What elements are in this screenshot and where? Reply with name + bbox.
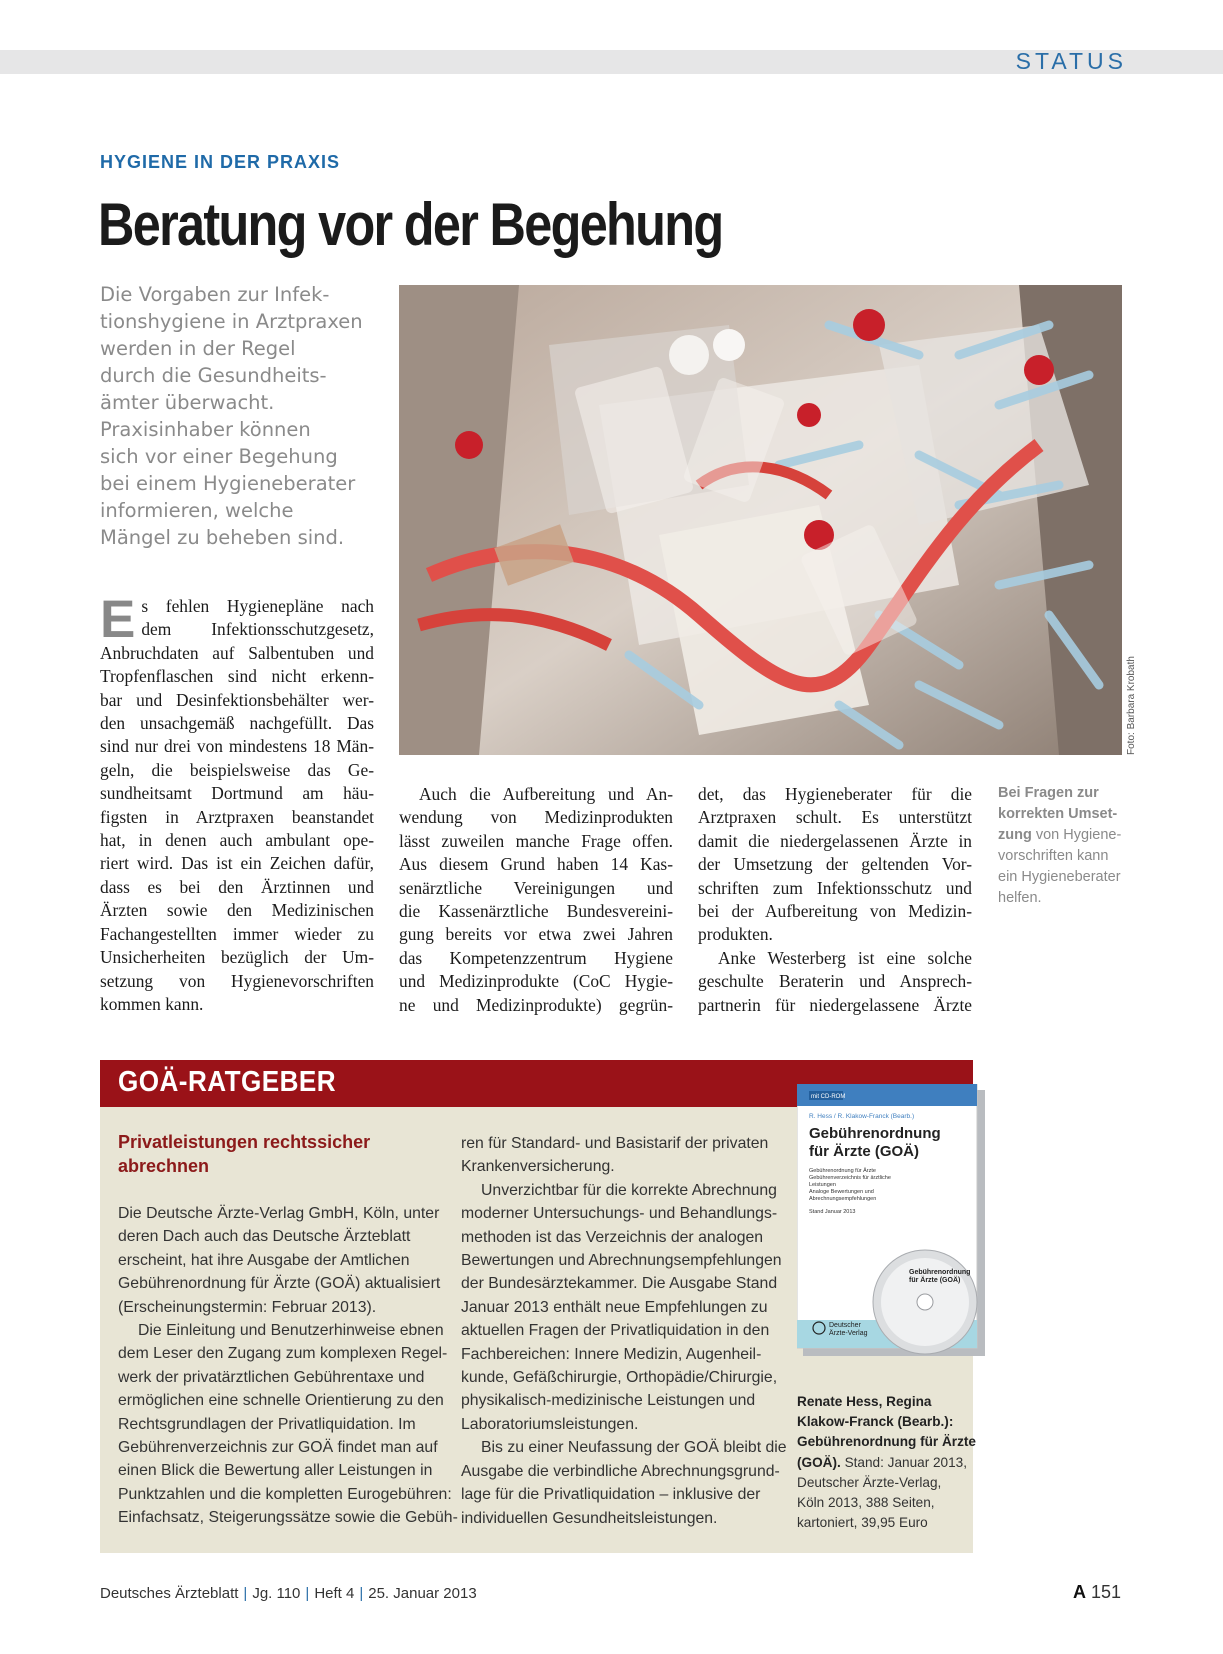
body-line: die Kassenärztliche Bundesvereini- bbox=[399, 901, 673, 922]
lead-line: durch die Gesundheits- bbox=[100, 364, 327, 387]
journal-name: Deutsches Ärzteblatt bbox=[100, 1585, 239, 1602]
article-photo bbox=[399, 285, 1122, 755]
body-line: Auch die Aufbereitung und An- bbox=[419, 784, 673, 804]
book-badge: mit CD-ROM bbox=[811, 1094, 846, 1100]
body-line: bar und Desinfektionsbehälter wer- bbox=[100, 689, 374, 710]
body-line: dem Infektionsschutzgesetz, bbox=[141, 619, 374, 640]
article-column-3 bbox=[698, 783, 972, 1017]
body-line: dass es bei den Ärztinnen und bbox=[100, 876, 374, 897]
book-caption-bold: Gebührenordnung für Ärzte bbox=[797, 1434, 976, 1450]
lead-line: sich vor einer Begehung bbox=[100, 445, 338, 468]
ratgeber-subtitle bbox=[118, 1130, 408, 1178]
book-publisher-line: Deutscher bbox=[829, 1322, 861, 1329]
book-caption-bold: (GOÄ). bbox=[797, 1454, 841, 1470]
box-line: Gebührenverzeichnis zur GOÄ findet man auf bbox=[118, 1439, 438, 1457]
box-line: Gebührenordnung für Ärzte (GOÄ) aktualisiert bbox=[118, 1275, 441, 1293]
body-line: sundheitsamt Dortmund am häu- bbox=[100, 783, 374, 804]
box-line: deren Dach auch das Deutsche Ärzteblatt bbox=[118, 1228, 411, 1246]
ratgeber-column-2 bbox=[461, 1132, 787, 1530]
book-caption-bold: Klakow-Franck (Bearb.): bbox=[797, 1414, 954, 1430]
photo-credit: Foto: Barbara Krobath bbox=[1126, 656, 1137, 755]
cd-title-line: Gebührenordnung bbox=[909, 1269, 971, 1276]
page-number-value: 151 bbox=[1090, 1582, 1121, 1602]
book-desc-line: Leistungen bbox=[809, 1182, 836, 1188]
body-line: den unsachgemäß nachgefüllt. Das bbox=[100, 713, 374, 734]
body-line: der Umsetzung der geltenden Vor- bbox=[698, 854, 972, 875]
lead-line: bei einem Hygieneberater bbox=[100, 472, 356, 495]
body-line: hat, in denen auch ambulant ope- bbox=[100, 830, 374, 851]
box-line: individuellen Gesundheitsleistungen. bbox=[461, 1509, 718, 1527]
box-line: moderner Untersuchungs- und Behandlungs- bbox=[461, 1205, 778, 1223]
body-line: Ärzten sowie den Medizinischen bbox=[100, 900, 374, 921]
box-line: erscheint, hat ihre Ausgabe der Amtlichen bbox=[118, 1251, 410, 1269]
page-footer bbox=[100, 1585, 477, 1602]
lead-line: Die Vorgaben zur Infek- bbox=[100, 283, 330, 306]
body-line: senärztliche Vereinigungen und bbox=[399, 877, 673, 898]
cd-title-line: für Ärzte (GOÄ) bbox=[909, 1277, 961, 1284]
subtitle-line: abrechnen bbox=[118, 1156, 210, 1176]
ratgeber-title: GOÄ-RATGEBER bbox=[118, 1066, 337, 1098]
page-number bbox=[1073, 1582, 1121, 1603]
book-title-line: für Ärzte (GOÄ) bbox=[809, 1143, 919, 1160]
book-caption-text: Deutscher Ärzte-Verlag, bbox=[797, 1474, 942, 1490]
book-desc-line: Gebührenordnung für Ärzte bbox=[809, 1168, 876, 1174]
box-line: Januar 2013 enthält neue Empfehlungen zu bbox=[461, 1298, 768, 1316]
box-line: Punktzahlen und die kompletten Eurogebühren: bbox=[118, 1485, 452, 1503]
drop-cap: E bbox=[100, 590, 136, 649]
medical-waste-photo bbox=[399, 285, 1122, 755]
body-line: Arztpraxen schult. Es unterstützt bbox=[698, 807, 972, 828]
box-line: Bis zu einer Neufassung der GOÄ bleibt die bbox=[481, 1439, 787, 1457]
body-line: det, das Hygieneberater für die bbox=[698, 784, 972, 804]
box-line: aktuellen Fragen der Privatliquidation in den bbox=[461, 1322, 770, 1340]
box-line: lage für die Privatliquidation – inklusive der bbox=[461, 1486, 761, 1504]
body-line: produkten. bbox=[698, 924, 773, 945]
body-line: Fachangestellten immer wieder zu bbox=[100, 923, 374, 944]
book-desc-line: Analoge Bewertungen und bbox=[809, 1189, 874, 1195]
box-line: kunde, Gefäßchirurgie, Orthopädie/Chirurgie, bbox=[461, 1369, 778, 1387]
body-line: geschulte Beraterin und Ansprech- bbox=[698, 971, 972, 992]
caption-bold: korrekten Umset- bbox=[998, 806, 1118, 822]
box-line: werk der privatärztlichen Gebührentaxe und bbox=[118, 1368, 425, 1386]
issue-date: 25. Januar 2013 bbox=[368, 1585, 477, 1602]
body-line: das Kompetenzzentrum Hygiene bbox=[399, 947, 673, 968]
issue: Heft 4 bbox=[314, 1585, 355, 1602]
box-line: Die Deutsche Ärzte-Verlag GmbH, Köln, unter bbox=[118, 1205, 440, 1222]
box-line: der Bundesärztekammer. Die Ausgabe Stand bbox=[461, 1275, 778, 1293]
box-line: physikalisch-medizinische Leistungen und bbox=[461, 1392, 756, 1410]
body-line: kommen kann. bbox=[100, 993, 204, 1014]
article-lead bbox=[100, 281, 385, 551]
box-line: ren für Standard- und Basistarif der privaten bbox=[461, 1135, 769, 1152]
book-cover bbox=[797, 1084, 985, 1356]
box-line: Rechtsgrundlagen der Privatliquidation. Im bbox=[118, 1415, 416, 1433]
body-line: setzung von Hygienevorschriften bbox=[100, 970, 374, 991]
caption-text: ein Hygieneberater bbox=[998, 869, 1121, 885]
body-line: und Medizinprodukte (CoC Hygie- bbox=[399, 971, 673, 992]
body-line: sind nur drei von mindestens 18 Män- bbox=[100, 736, 374, 757]
separator: | bbox=[359, 1585, 364, 1602]
lead-line: ämter überwacht. bbox=[100, 391, 275, 414]
book-caption-text: Köln 2013, 388 Seiten, bbox=[797, 1495, 935, 1511]
box-line: Die Einleitung und Benutzerhinweise ebnen bbox=[138, 1322, 444, 1340]
body-line: wendung von Medizinprodukten bbox=[399, 807, 673, 828]
body-line: bei der Aufbereitung von Medizin- bbox=[698, 901, 972, 922]
book-cover-image bbox=[797, 1084, 985, 1356]
box-line: Bewertungen und Abrechnungsempfehlungen bbox=[461, 1252, 782, 1270]
box-line: einen Blick die Bewertung aller Leistungen in bbox=[118, 1462, 433, 1480]
book-desc-line: Abrechnungsempfehlungen bbox=[809, 1196, 877, 1202]
volume: Jg. 110 bbox=[252, 1585, 301, 1602]
box-line: methoden ist das Verzeichnis der analogen bbox=[461, 1228, 764, 1246]
body-line: damit die niedergelassenen Ärzte in bbox=[698, 830, 972, 851]
caption-text: vorschriften kann bbox=[998, 848, 1109, 864]
body-line: Unsicherheiten bezüglich der Um- bbox=[100, 947, 374, 968]
article-column-2 bbox=[399, 783, 673, 1017]
separator: | bbox=[243, 1585, 248, 1602]
lead-line: Mängel zu beheben sind. bbox=[100, 526, 345, 549]
body-line: riert wird. Das ist ein Zeichen dafür, bbox=[100, 853, 374, 874]
box-line: dem Leser den Zugang zum komplexen Regel- bbox=[118, 1345, 448, 1363]
book-publisher-line: Ärzte-Verlag bbox=[829, 1330, 868, 1337]
box-line: Fachbereichen: Innere Medizin, Augenheil- bbox=[461, 1345, 762, 1363]
box-line: ermöglichen eine schnelle Orientierung zu den bbox=[118, 1392, 444, 1410]
lead-line: Praxisinhaber können bbox=[100, 418, 311, 441]
caption-text: von Hygiene- bbox=[1031, 827, 1122, 843]
box-line: Krankenversicherung. bbox=[461, 1158, 615, 1176]
book-authors: R. Hess / R. Klakow-Franck (Bearb.) bbox=[809, 1113, 915, 1120]
body-line: s fehlen Hygienepläne nach bbox=[141, 596, 374, 616]
body-line: Aus diesem Grund haben 14 Kas- bbox=[399, 854, 673, 875]
box-line: Laboratoriumsleistungen. bbox=[461, 1415, 639, 1433]
page-prefix: A bbox=[1072, 1582, 1086, 1602]
subtitle-line: Privatleistungen rechtssicher bbox=[118, 1132, 371, 1152]
section-label: STATUS bbox=[1015, 48, 1127, 74]
book-caption-bold: Renate Hess, Regina bbox=[797, 1394, 932, 1409]
box-line: Unverzichtbar für die korrekte Abrechnung bbox=[481, 1181, 777, 1199]
separator: | bbox=[305, 1585, 310, 1602]
caption-bold: Bei Fragen zur bbox=[998, 785, 1099, 801]
book-caption-text: kartoniert, 39,95 Euro bbox=[797, 1515, 928, 1531]
book-caption bbox=[797, 1392, 977, 1533]
book-desc-line: Gebührenverzeichnis für ärztliche bbox=[809, 1175, 891, 1181]
lead-line: werden in der Regel bbox=[100, 337, 296, 360]
body-line: lässt zuweilen manche Frage offen. bbox=[399, 830, 673, 851]
book-stand: Stand Januar 2013 bbox=[809, 1209, 856, 1215]
body-line: figsten in Arztpraxen beanstandet bbox=[100, 806, 374, 827]
book-caption-text: Stand: Januar 2013, bbox=[840, 1454, 968, 1470]
body-line: partnerin für niedergelassene Ärzte bbox=[698, 994, 972, 1015]
caption-bold: zung bbox=[998, 827, 1032, 843]
body-line: gung bereits vor etwa zwei Jahren bbox=[399, 924, 673, 945]
box-line: (Erscheinungstermin: Februar 2013). bbox=[118, 1298, 377, 1316]
ratgeber-column-1 bbox=[118, 1202, 458, 1530]
body-line: geln, die beispielsweise das Ge- bbox=[100, 759, 374, 780]
body-line: Anbruchdaten auf Salbentuben und bbox=[100, 642, 374, 663]
box-line: Einfachsatz, Steigerungssätze sowie die Gebüh- bbox=[118, 1509, 458, 1527]
caption-text: helfen. bbox=[998, 890, 1042, 906]
body-line: schriften zum Infektionsschutz und bbox=[698, 877, 972, 898]
lead-line: informieren, welche bbox=[100, 499, 294, 522]
box-line: Ausgabe die verbindliche Abrechnungsgrund- bbox=[461, 1462, 780, 1480]
article-kicker: HYGIENE IN DER PRAXIS bbox=[100, 152, 341, 172]
lead-line: tionshygiene in Arztpraxen bbox=[100, 310, 363, 333]
body-line: Anke Westerberg ist eine solche bbox=[718, 947, 972, 968]
article-title: Beratung vor der Begehung bbox=[98, 191, 723, 258]
book-title-line: Gebührenordnung bbox=[809, 1125, 941, 1142]
body-line: ne und Medizinprodukte) gegrün- bbox=[399, 994, 673, 1015]
article-column-1 bbox=[100, 590, 374, 1016]
photo-caption bbox=[998, 783, 1128, 909]
body-line: Tropfenflaschen sind nicht erkenn- bbox=[100, 666, 374, 687]
